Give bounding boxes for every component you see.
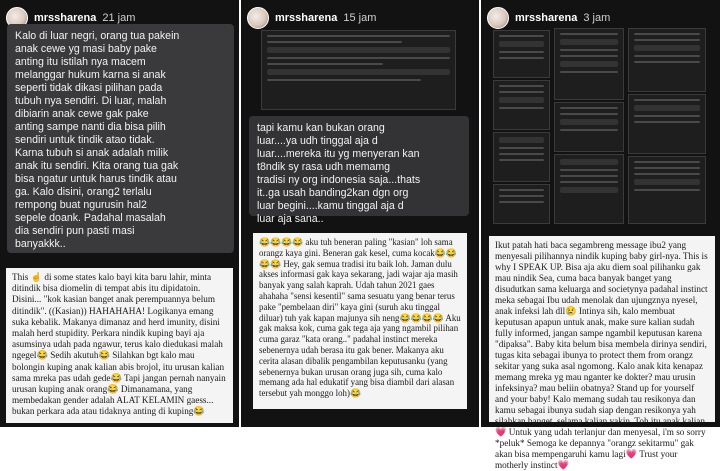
blurred-screenshot xyxy=(628,28,706,92)
username[interactable]: mrssharena xyxy=(275,12,338,24)
avatar[interactable] xyxy=(487,7,509,29)
dm-message-bubble: tapi kamu kan bukan orang luar....ya udh tinggal aja d luar....mereka itu yg menyeran kan t8ndik sy rasa udh memamg tradisi ny org indonesia saja...thats it..ga usah banding2kan dgn org luar begini....kamu tinggal aja d luar aja sana.. xyxy=(249,116,469,216)
post-time: 3 jam xyxy=(583,12,611,24)
story-panel-1 xyxy=(0,0,239,427)
story-caption: This ☝️ di some states kalo bayi kita baru lahir, minta ditindik bisa diomelin di tempat abis itu dipidatoin. Disini... "kok kasian banget anak perempuannya belum ditindik". ((Kasian)) HAHAHAHA! Logikanya emang suka kebalik. Makanya dimanaz and herd imunity, disini malah herd stupidity. Perkara nindik kuping bayi aja asumsinya udah pada ngawur, terus kalo diedukasi malah ngegel😂 Sedih akutuh😂 Silahkan bgt kalo mau bolongin kuping anak kalian abis brojol, itu urusan kalian sama mreka pas udah gede😂 Tapi jangan pernah nanyain urusan kuping anak orang😂 Dimanamana, yang membedakan gender adalah ALAT KELAMIN gaess... bukan perkara ada atau tidaknya anting di kuping😂 xyxy=(6,268,233,423)
post-time: 15 jam xyxy=(343,12,377,24)
post-time: 21 jam xyxy=(102,12,136,24)
story-panel-2 xyxy=(241,0,479,427)
blurred-screenshot xyxy=(493,132,550,182)
blurred-screenshot xyxy=(493,184,550,224)
blurred-screenshot xyxy=(493,30,550,78)
blurred-screenshot xyxy=(554,102,624,152)
username[interactable]: mrssharena xyxy=(34,12,97,24)
dm-message-bubble: Kalo di luar negri, orang tua pakein anak cewe yg masi baby pake anting itu istilah nya macem melanggar hukum karna si anak seperti tidak dikasi pilihan pada tubuh nya sendiri. Di luar, malah dibiarin anak cewe gak pake anting sampe nanti dia bisa pilih sendiri untuk tindik atao tidak. Karna tubuh si anak adalah milik anak itu sendiri. Kita orang tua gak bisa ngatur untuk harus tindik atau ga. Kalo disini, orang2 terlalu rempong buat ngurusin hal2 sepele doank. Padahal masalah dia sendiri pun pasti masi banyakkk.. xyxy=(7,24,234,253)
story-caption: 😂😂😂😂 aku tuh beneran paling "kasian" loh sama orangz kaya gini. Beneran gak kesel, cuma kocak😂😂😂😂 Hey, gak semua tradisi itu baik loh. Jaman dulu akses informasi gak kaya sekarang, jadi wajar aja masih banyak yang salah kaprah. Udah tahun 2021 gaes ahahaha "sensi kesentil" sama sesuatu yang benar terus pake "pembelaan diri" kaya gini (suruh aku tinggal diluar) tuh yak kapan majunya sih neng😂😂😂😂 Aku gak maksa kok, cuma gak tega aja yang ngambil pilihan cuma garaz "kata orang.." padahal instinct mereka sebenernya udah berasa itu gak bener. Makanya aku cerita alasan dibalik pengambilan keputusanku (yang sebenernya bukan urusan orang juga sih, cuma kalo memang ada hal edukatif yang bisa diambil dari alasan tersebut yah monggo loh)😂 xyxy=(253,233,467,409)
story-caption: Ikut patah hati baca segambreng message ibu2 yang menyesali pilihannya nindik kuping baby girl-nya. This is why I SPEAK UP. Bisa aja aku diem soal pilihanku gak mau nindik Sea, cuma baca banyak banget yang disudutkan sama keluarga and societynya padahal instinct meka sebagai Ibu udah menolak dan ujungznya nyesel, anak infeksi lah dll😢 Intinya sih, kalo membuat keputusan apapun untuk anak, make sure kalian sudah fully informed, jangan sampe ngambil keputusan karena "dipaksa". Baby kita belum bisa membela dirinya sendiri, tugas kita sebagai ibunya to protect them from orangz sekitar yang suka asal ngomong. Kalo anak kita kenapaz memang mreka yg mau nganter ke dokter? mau urusin infeksinya? mau beliin obatnya? Stand up for yourself and your baby! Kalo memang sudah tau resikonya dan kamu sebagai ibunya sudah siap dengan resikonya yah silahkan banget, selama kalian yakin. Toh itu anak kalian💗 Untuk yang udah terlanjur dan menyesal, i'm so sorry *peluk* Semoga ke depannya "orangz sekitarmu" gak akan bisa mempengaruhi kamu lagi💗 Trust your motherly instinct💗 xyxy=(489,236,715,422)
username[interactable]: mrssharena xyxy=(515,12,578,24)
story-header xyxy=(487,7,610,29)
blurred-screenshot xyxy=(628,94,706,154)
story-header xyxy=(247,7,376,29)
avatar[interactable] xyxy=(247,7,269,29)
blurred-screenshot xyxy=(493,80,550,130)
blurred-screenshot xyxy=(554,154,624,224)
blurred-screenshot xyxy=(628,156,706,224)
blurred-screenshot xyxy=(554,28,624,100)
blurred-screenshot xyxy=(261,30,456,110)
story-panel-3 xyxy=(481,0,720,470)
